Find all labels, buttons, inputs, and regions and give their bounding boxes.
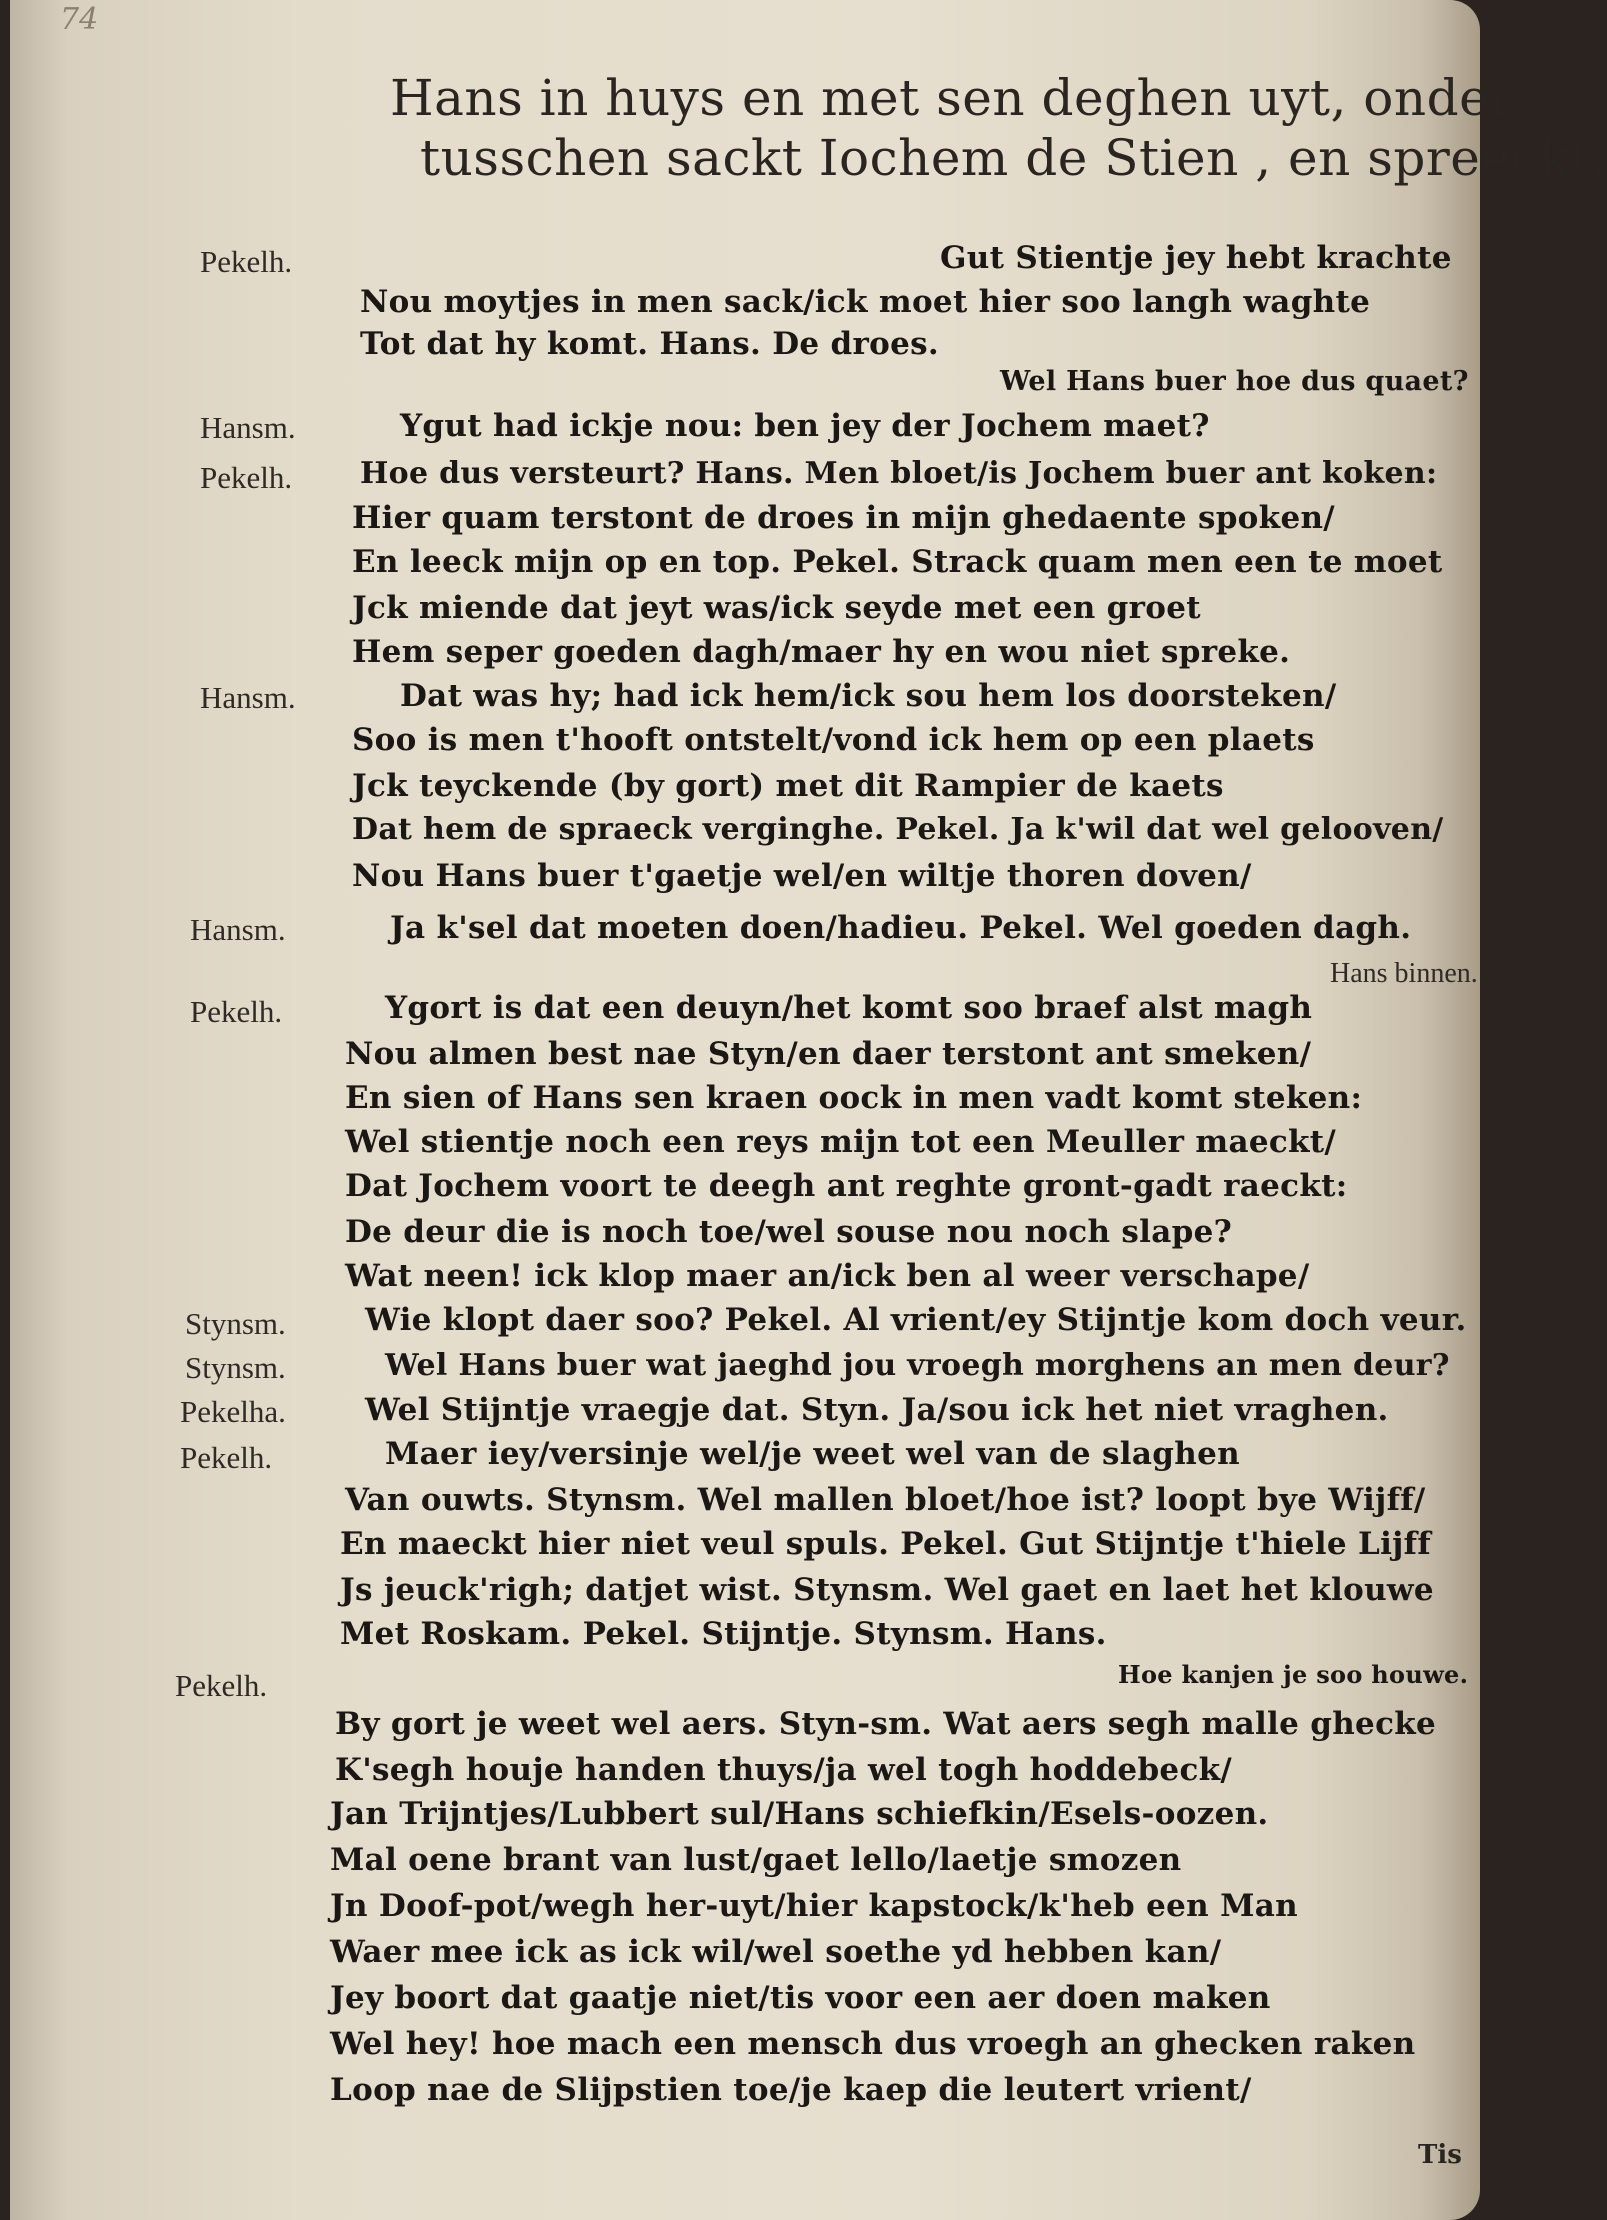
verse-line: Nou moytjes in men sack/ick moet hier soo langh waghte bbox=[360, 284, 1371, 320]
speaker-label: Pekelh. bbox=[180, 1440, 273, 1475]
speaker-label: Pekelh. bbox=[200, 244, 293, 279]
verse-line: Wel stientje noch een reys mijn tot een Meuller maeckt/ bbox=[345, 1124, 1337, 1160]
verse-line: Dat Jochem voort te deegh ant reghte gront-gadt raeckt: bbox=[345, 1168, 1348, 1204]
verse-line: Jey boort dat gaatje niet/tis voor een aer doen maken bbox=[330, 1980, 1271, 2016]
verse-line: En sien of Hans sen kraen oock in men vadt komt steken: bbox=[345, 1080, 1363, 1116]
verse-line: Ja k'sel dat moeten doen/hadieu. Pekel. Wel goeden dagh. bbox=[390, 910, 1412, 946]
verse-line: Hier quam terstont de droes in mijn ghedaente spoken/ bbox=[352, 500, 1335, 536]
verse-line: Wat neen! ick klop maer an/ick ben al weer verschape/ bbox=[345, 1258, 1310, 1294]
speaker-label: Pekelh. bbox=[200, 460, 293, 495]
verse-line: Waer mee ick as ick wil/wel soethe yd hebben kan/ bbox=[330, 1934, 1222, 1970]
verse-line: Ygort is dat een deuyn/het komt soo braef alst magh bbox=[385, 990, 1313, 1026]
verse-line: Hoe kanjen je soo houwe. bbox=[1118, 1660, 1469, 1689]
verse-line: Nou Hans buer t'gaetje wel/en wiltje thoren doven/ bbox=[352, 858, 1252, 894]
verse-line: Gut Stientje jey hebt krachte bbox=[940, 240, 1452, 276]
verse-line: Wel hey! hoe mach een mensch dus vroegh an ghecken raken bbox=[330, 2026, 1416, 2062]
verse-line: Hoe dus versteurt? Hans. Men bloet/is Jochem buer ant koken: bbox=[360, 456, 1438, 491]
verse-line: Nou almen best nae Styn/en daer terstont ant smeken/ bbox=[345, 1036, 1312, 1072]
verse-line: Jck teyckende (by gort) met dit Rampier de kaets bbox=[352, 768, 1224, 804]
verse-line: Dat was hy; had ick hem/ick sou hem los doorsteken/ bbox=[400, 678, 1337, 714]
speaker-label: Hansm. bbox=[200, 410, 296, 445]
verse-line: Van ouwts. Stynsm. Wel mallen bloet/hoe ist? loopt bye Wijff/ bbox=[345, 1482, 1426, 1518]
speaker-label: Stynsm. bbox=[185, 1306, 286, 1341]
verse-line: Jck miende dat jeyt was/ick seyde met een groet bbox=[352, 590, 1201, 626]
stage-direction: Hans binnen. bbox=[1330, 958, 1478, 989]
verse-line: By gort je weet wel aers. Styn-sm. Wat aers segh malle ghecke bbox=[335, 1706, 1437, 1742]
heading-line-1: Hans in huys en met sen deghen uyt, onder bbox=[390, 69, 1514, 127]
heading-line-2: tusschen sackt Iochem de Stien , en spreeckt. bbox=[420, 129, 1607, 187]
speaker-label: Pekelha. bbox=[180, 1394, 286, 1429]
verse-line: Soo is men t'hooft ontstelt/vond ick hem op een plaets bbox=[352, 722, 1315, 758]
verse-line: Js jeuck'righ; datjet wist. Stynsm. Wel gaet en laet het klouwe bbox=[340, 1572, 1434, 1608]
speaker-label: Pekelh. bbox=[175, 1668, 268, 1703]
catchword: Tis bbox=[1418, 2140, 1462, 2170]
speaker-label: Stynsm. bbox=[185, 1350, 286, 1385]
verse-line: En maeckt hier niet veul spuls. Pekel. Gut Stijntje t'hiele Lijff bbox=[340, 1526, 1431, 1562]
verse-line: En leeck mijn op en top. Pekel. Strack quam men een te moet bbox=[352, 544, 1443, 580]
verse-line: K'segh houje handen thuys/ja wel togh hoddebeck/ bbox=[335, 1752, 1233, 1788]
verse-line: Wel Hans buer wat jaeghd jou vroegh morghens an men deur? bbox=[385, 1348, 1450, 1383]
verse-line: Jn Doof-pot/wegh her-uyt/hier kapstock/k'heb een Man bbox=[330, 1888, 1298, 1924]
folio-number: 74 bbox=[60, 2, 99, 37]
verse-line: De deur die is noch toe/wel souse nou noch slape? bbox=[345, 1214, 1233, 1250]
verse-line: Met Roskam. Pekel. Stijntje. Stynsm. Hans. bbox=[340, 1616, 1107, 1652]
verse-line: Wie klopt daer soo? Pekel. Al vrient/ey Stijntje kom doch veur. bbox=[365, 1302, 1467, 1338]
verse-line: Tot dat hy komt. Hans. De droes. bbox=[360, 326, 939, 362]
verse-line: Maer iey/versinje wel/je weet wel van de slaghen bbox=[385, 1436, 1240, 1472]
verse-line: Dat hem de spraeck verginghe. Pekel. Ja k'wil dat wel gelooven/ bbox=[352, 812, 1444, 847]
verse-line: Hem seper goeden dagh/maer hy en wou niet spreke. bbox=[352, 634, 1291, 670]
verse-line: Jan Trijntjes/Lubbert sul/Hans schiefkin/Esels-oozen. bbox=[330, 1796, 1269, 1832]
verse-line: Wel Stijntje vraegje dat. Styn. Ja/sou ick het niet vraghen. bbox=[365, 1392, 1389, 1428]
verse-line: Wel Hans buer hoe dus quaet? bbox=[1000, 366, 1469, 397]
speaker-label: Hansm. bbox=[200, 680, 296, 715]
speaker-label: Hansm. bbox=[190, 912, 286, 947]
speaker-label: Pekelh. bbox=[190, 994, 283, 1029]
verse-line: Ygut had ickje nou: ben jey der Jochem maet? bbox=[400, 408, 1210, 444]
verse-line: Mal oene brant van lust/gaet lello/laetje smozen bbox=[330, 1842, 1182, 1878]
verse-line: Loop nae de Slijpstien toe/je kaep die leutert vrient/ bbox=[330, 2072, 1252, 2108]
